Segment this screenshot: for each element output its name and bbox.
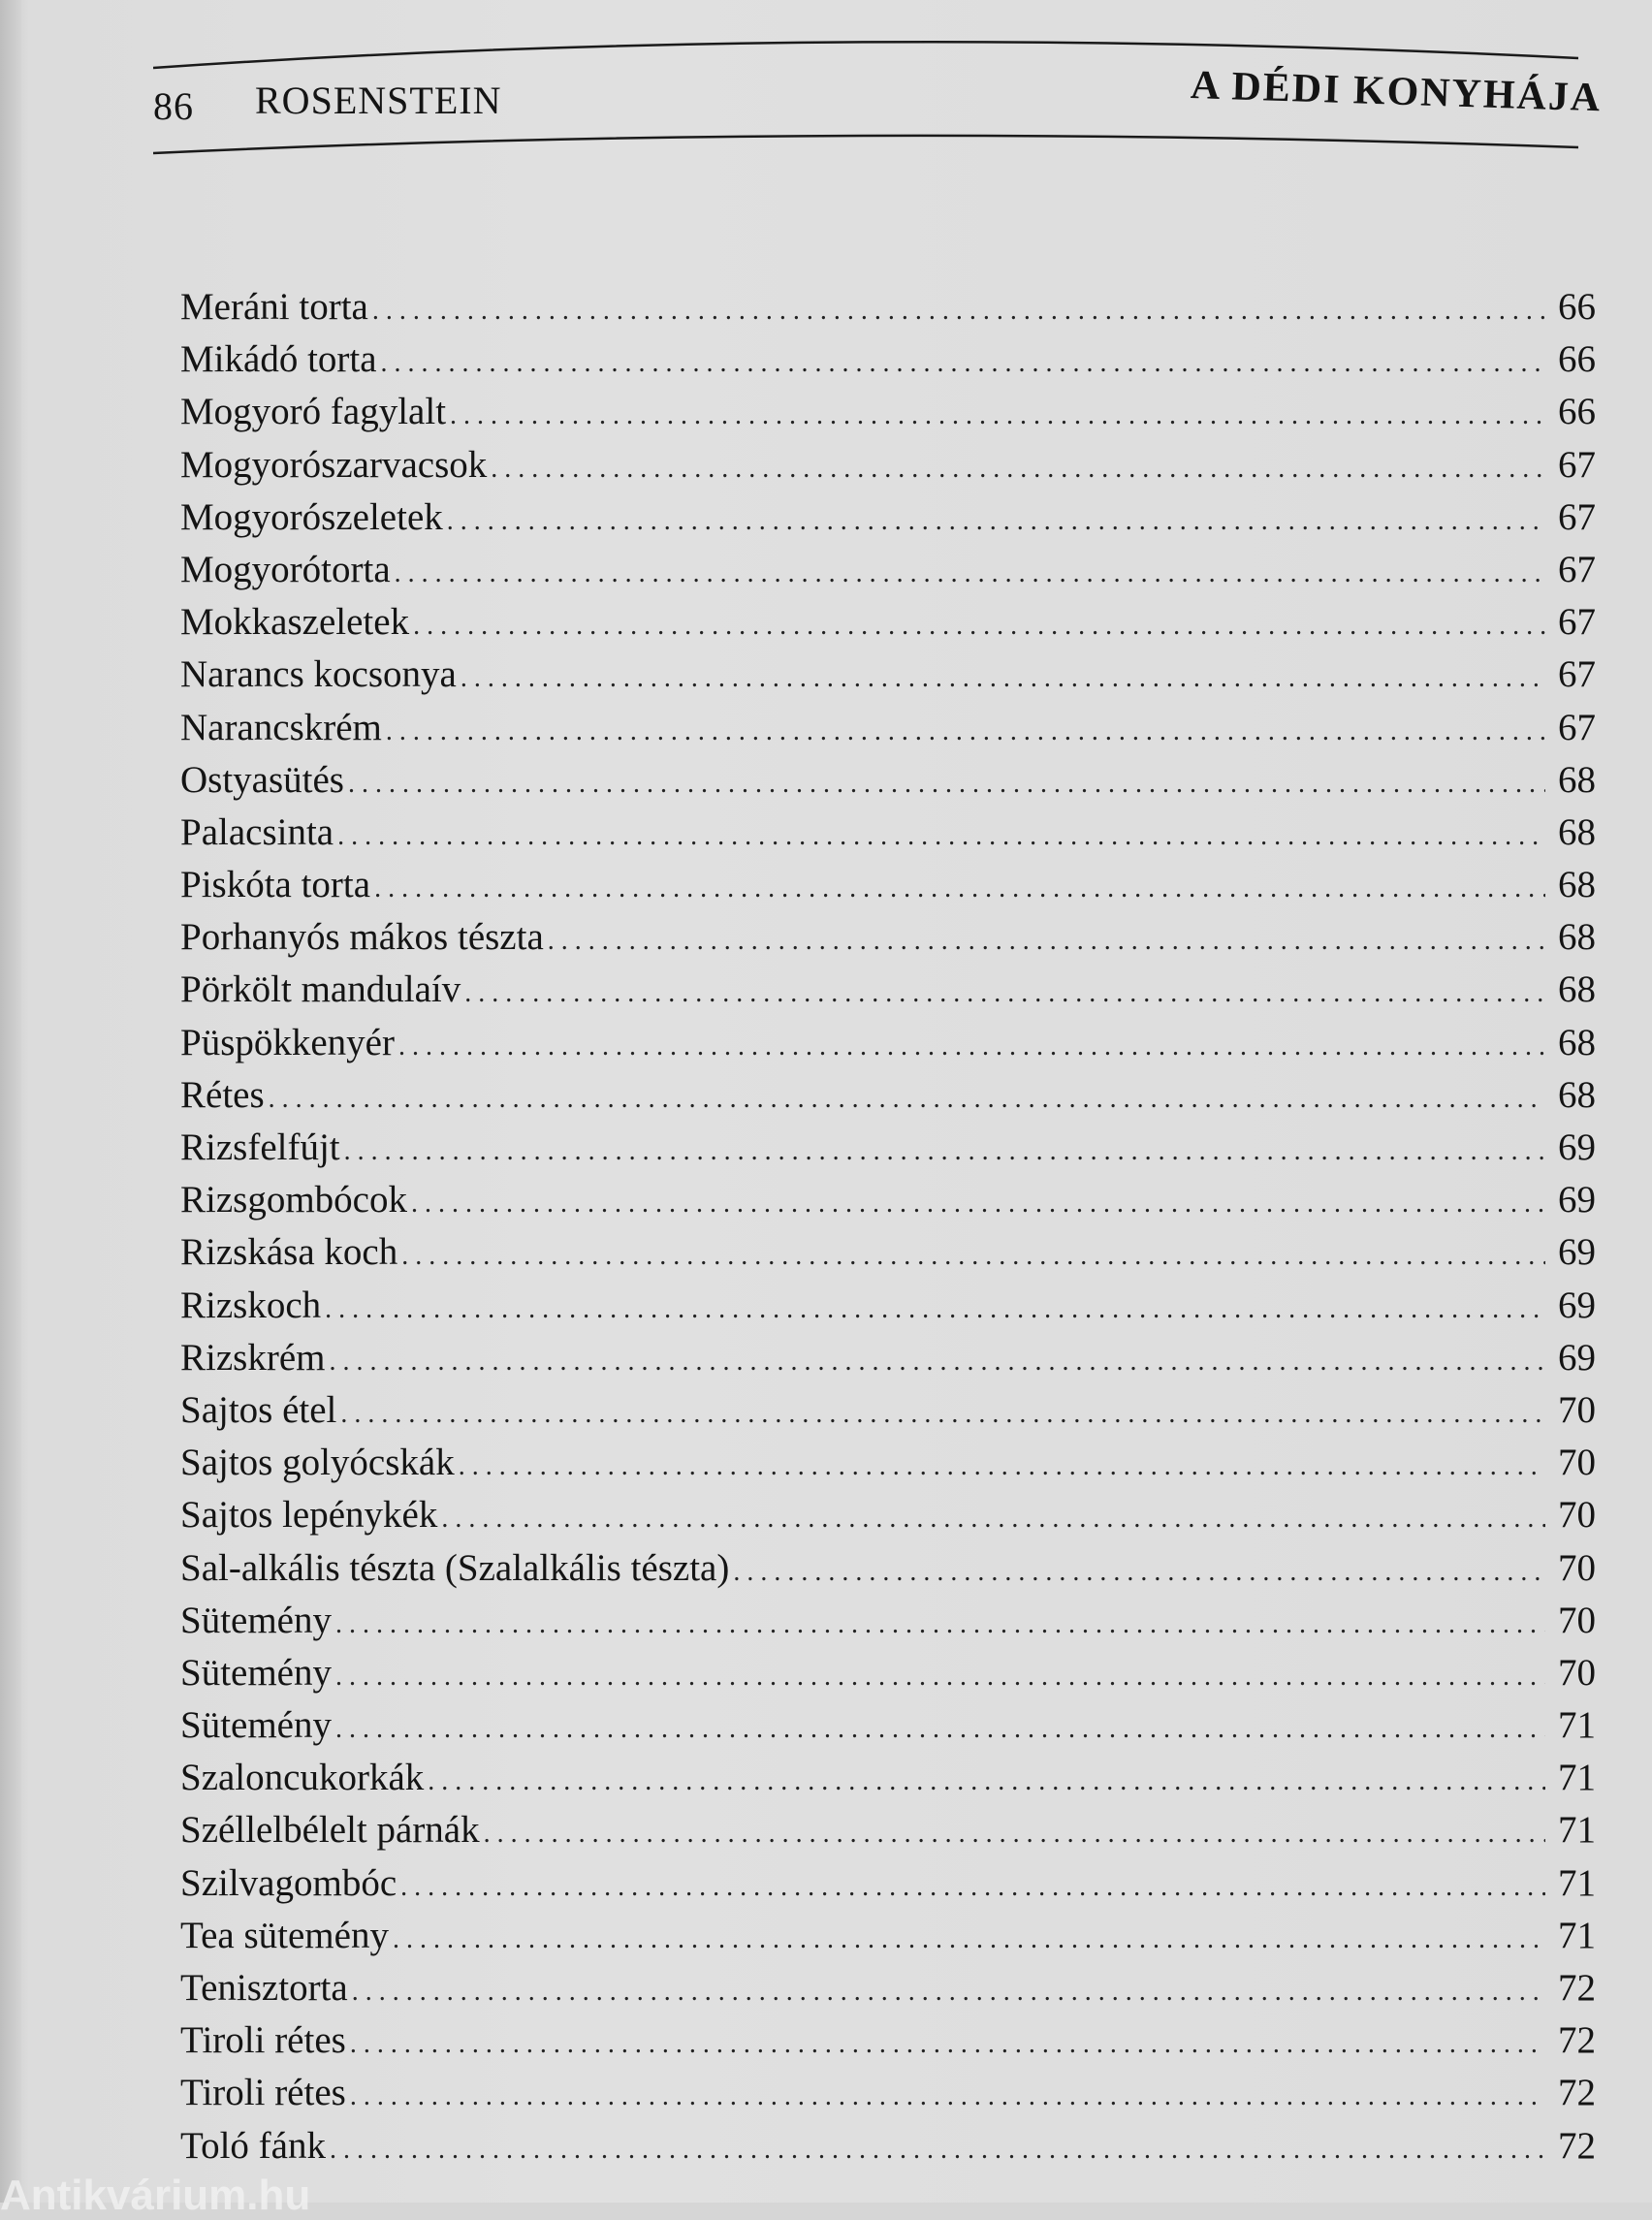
- dot-leader: [340, 1399, 1545, 1430]
- toc-entry: [180, 1599, 1596, 1651]
- toc-entry-title: Rizskoch: [180, 1284, 322, 1326]
- toc-entry-page: 69: [1558, 1231, 1596, 1274]
- toc-entry-title: Rétes: [180, 1073, 265, 1116]
- toc-entry: [180, 1808, 1596, 1860]
- toc-entry: [180, 1546, 1596, 1599]
- toc-entry-page: 68: [1558, 916, 1596, 959]
- toc-entry-page: 71: [1558, 1861, 1596, 1904]
- dot-leader: [335, 1609, 1545, 1640]
- toc-entry-title: Sajtos golyócskák: [180, 1442, 455, 1484]
- toc-entry: [180, 915, 1596, 967]
- dot-leader: [350, 2081, 1545, 2112]
- toc-entry-page: 71: [1558, 1914, 1596, 1956]
- toc-entry: [180, 652, 1596, 705]
- dot-leader: [441, 1504, 1545, 1535]
- toc-entry-page: 71: [1558, 1757, 1596, 1799]
- toc-entry-page: 68: [1558, 968, 1596, 1011]
- dot-leader: [348, 769, 1545, 800]
- toc-entry-title: Sajtos lepénykék: [180, 1494, 438, 1537]
- toc-entry: [180, 285, 1596, 337]
- toc-entry: [180, 2018, 1596, 2071]
- dot-leader: [381, 348, 1545, 379]
- toc-entry-title: Rizskrém: [180, 1336, 326, 1379]
- toc-entry: [180, 1756, 1596, 1808]
- dot-leader: [428, 1766, 1545, 1797]
- toc-entry: [180, 1284, 1596, 1336]
- toc-entry: [180, 1126, 1596, 1178]
- dot-leader: [352, 1977, 1545, 2008]
- toc-entry-title: Narancs kocsonya: [180, 653, 457, 696]
- dot-leader: [450, 400, 1545, 431]
- toc-entry-page: 70: [1558, 1599, 1596, 1641]
- toc-entry-page: 67: [1558, 548, 1596, 590]
- dot-leader: [464, 978, 1545, 1009]
- toc-entry: [180, 1021, 1596, 1073]
- dot-leader: [733, 1557, 1545, 1588]
- toc-entry: [180, 2071, 1596, 2123]
- toc-entry-page: 67: [1558, 601, 1596, 644]
- toc-entry: [180, 2124, 1596, 2176]
- dot-leader: [411, 1189, 1545, 1220]
- toc-entry: [180, 1966, 1596, 2018]
- running-book-title: A DÉDI KONYHÁJA: [1190, 63, 1603, 121]
- toc-entry-page: 66: [1558, 338, 1596, 381]
- toc-entry: [180, 1388, 1596, 1441]
- toc-entry: [180, 863, 1596, 915]
- toc-entry-title: Narancskrém: [180, 706, 382, 748]
- toc-entry-page: 72: [1558, 1967, 1596, 2009]
- toc-entry: [180, 600, 1596, 652]
- dot-leader: [413, 611, 1545, 642]
- toc-entry-page: 66: [1558, 286, 1596, 328]
- toc-entry-title: Mikádó torta: [180, 338, 377, 381]
- toc-entry: [180, 495, 1596, 548]
- toc-entry-title: Mokkaszeletek: [180, 601, 410, 644]
- toc-entry: [180, 1914, 1596, 1966]
- toc-entry: [180, 1230, 1596, 1283]
- dot-leader: [329, 1347, 1545, 1378]
- toc-entry-title: Püspökkenyér: [180, 1021, 395, 1063]
- toc-entry-title: Szilvagombóc: [180, 1861, 397, 1904]
- dot-leader: [325, 1294, 1545, 1325]
- toc-entry-page: 70: [1558, 1388, 1596, 1431]
- toc-entry: [180, 443, 1596, 495]
- dot-leader: [395, 558, 1545, 589]
- dot-leader: [372, 296, 1545, 327]
- dot-leader: [337, 821, 1545, 852]
- toc-entry-title: Mogyorószarvacsok: [180, 443, 488, 486]
- toc-entry: [180, 1178, 1596, 1230]
- toc-entry: [180, 1861, 1596, 1914]
- toc-entry-title: Tenisztorta: [180, 1967, 348, 2009]
- toc-entry-page: 72: [1558, 2072, 1596, 2114]
- toc-entry-page: 72: [1558, 2124, 1596, 2167]
- toc-entry-title: Sütemény: [180, 1599, 332, 1641]
- toc-entry-title: Rizsgombócok: [180, 1179, 407, 1221]
- toc-entry-title: Pörkölt mandulaív: [180, 968, 461, 1011]
- watermark: Antikvárium.hu: [0, 2172, 311, 2219]
- toc-entry-page: 69: [1558, 1336, 1596, 1379]
- dot-leader: [459, 1451, 1545, 1482]
- toc-entry-title: Rizsfelfújt: [180, 1126, 340, 1168]
- page-number: 86: [153, 84, 194, 128]
- dot-leader: [374, 873, 1545, 904]
- toc-entry-title: Mogyorótorta: [180, 548, 391, 590]
- toc-entry-page: 70: [1558, 1546, 1596, 1589]
- toc-entry-title: Sal-alkális tészta (Szalalkális tészta): [180, 1546, 730, 1589]
- toc-entry-title: Tea sütemény: [180, 1914, 389, 1956]
- toc-entry-page: 69: [1558, 1126, 1596, 1168]
- dot-leader: [401, 1241, 1545, 1272]
- toc-entry-page: 66: [1558, 391, 1596, 433]
- toc-entry-page: 70: [1558, 1442, 1596, 1484]
- toc-entry-title: Meráni torta: [180, 286, 368, 328]
- toc-entry-title: Porhanyós mákos tészta: [180, 916, 544, 959]
- table-of-contents: [180, 285, 1596, 2176]
- toc-entry-title: Sütemény: [180, 1704, 332, 1747]
- toc-entry-page: 68: [1558, 1073, 1596, 1116]
- toc-entry: [180, 758, 1596, 810]
- toc-entry-title: Rizskása koch: [180, 1231, 398, 1274]
- toc-entry-page: 68: [1558, 864, 1596, 906]
- toc-entry-title: Széllelbélelt párnák: [180, 1809, 480, 1852]
- dot-leader: [548, 926, 1545, 957]
- toc-entry-title: Mogyoró fagylalt: [180, 391, 447, 433]
- toc-entry-page: 71: [1558, 1704, 1596, 1747]
- dot-leader: [335, 1714, 1545, 1745]
- toc-entry: [180, 967, 1596, 1020]
- toc-entry-page: 67: [1558, 653, 1596, 696]
- dot-leader: [386, 716, 1545, 747]
- dot-leader: [400, 1872, 1545, 1903]
- toc-entry-title: Toló fánk: [180, 2124, 326, 2167]
- toc-entry: [180, 706, 1596, 758]
- toc-entry-page: 67: [1558, 443, 1596, 486]
- toc-entry-title: Sajtos étel: [180, 1388, 337, 1431]
- toc-entry: [180, 1441, 1596, 1493]
- toc-entry: [180, 1073, 1596, 1126]
- dot-leader: [484, 1819, 1545, 1850]
- page-edge: [0, 0, 21, 2203]
- dot-leader: [344, 1136, 1545, 1167]
- toc-entry-title: Tiroli rétes: [180, 2019, 346, 2062]
- toc-entry-page: 68: [1558, 810, 1596, 853]
- toc-entry-title: Mogyorószeletek: [180, 495, 443, 538]
- dot-leader: [447, 506, 1545, 537]
- toc-entry-title: Szaloncukorkák: [180, 1757, 425, 1799]
- toc-entry-page: 70: [1558, 1651, 1596, 1694]
- toc-entry-title: Ostyasütés: [180, 758, 344, 801]
- toc-entry-page: 67: [1558, 706, 1596, 748]
- toc-entry-page: 67: [1558, 495, 1596, 538]
- toc-entry-page: 72: [1558, 2019, 1596, 2062]
- toc-entry-title: Tiroli rétes: [180, 2072, 346, 2114]
- dot-leader: [330, 2135, 1545, 2166]
- toc-entry: [180, 390, 1596, 442]
- toc-entry-page: 68: [1558, 1021, 1596, 1063]
- running-author: ROSENSTEIN: [255, 79, 502, 122]
- dot-leader: [269, 1084, 1545, 1115]
- dot-leader: [491, 454, 1545, 485]
- toc-entry-page: 69: [1558, 1284, 1596, 1326]
- toc-entry-page: 70: [1558, 1494, 1596, 1537]
- toc-entry-page: 71: [1558, 1809, 1596, 1852]
- dot-leader: [398, 1031, 1545, 1062]
- toc-entry-page: 68: [1558, 758, 1596, 801]
- toc-entry: [180, 337, 1596, 390]
- toc-entry: [180, 548, 1596, 600]
- dot-leader: [393, 1924, 1545, 1955]
- toc-entry: [180, 810, 1596, 863]
- toc-entry-title: Sütemény: [180, 1651, 332, 1694]
- toc-entry: [180, 1493, 1596, 1545]
- dot-leader: [350, 2029, 1545, 2060]
- dot-leader: [461, 663, 1545, 694]
- toc-entry: [180, 1336, 1596, 1388]
- toc-entry: [180, 1703, 1596, 1756]
- toc-entry-page: 69: [1558, 1179, 1596, 1221]
- toc-entry-title: Palacsinta: [180, 810, 334, 853]
- toc-entry: [180, 1651, 1596, 1703]
- toc-entry-title: Piskóta torta: [180, 864, 371, 906]
- dot-leader: [335, 1662, 1545, 1693]
